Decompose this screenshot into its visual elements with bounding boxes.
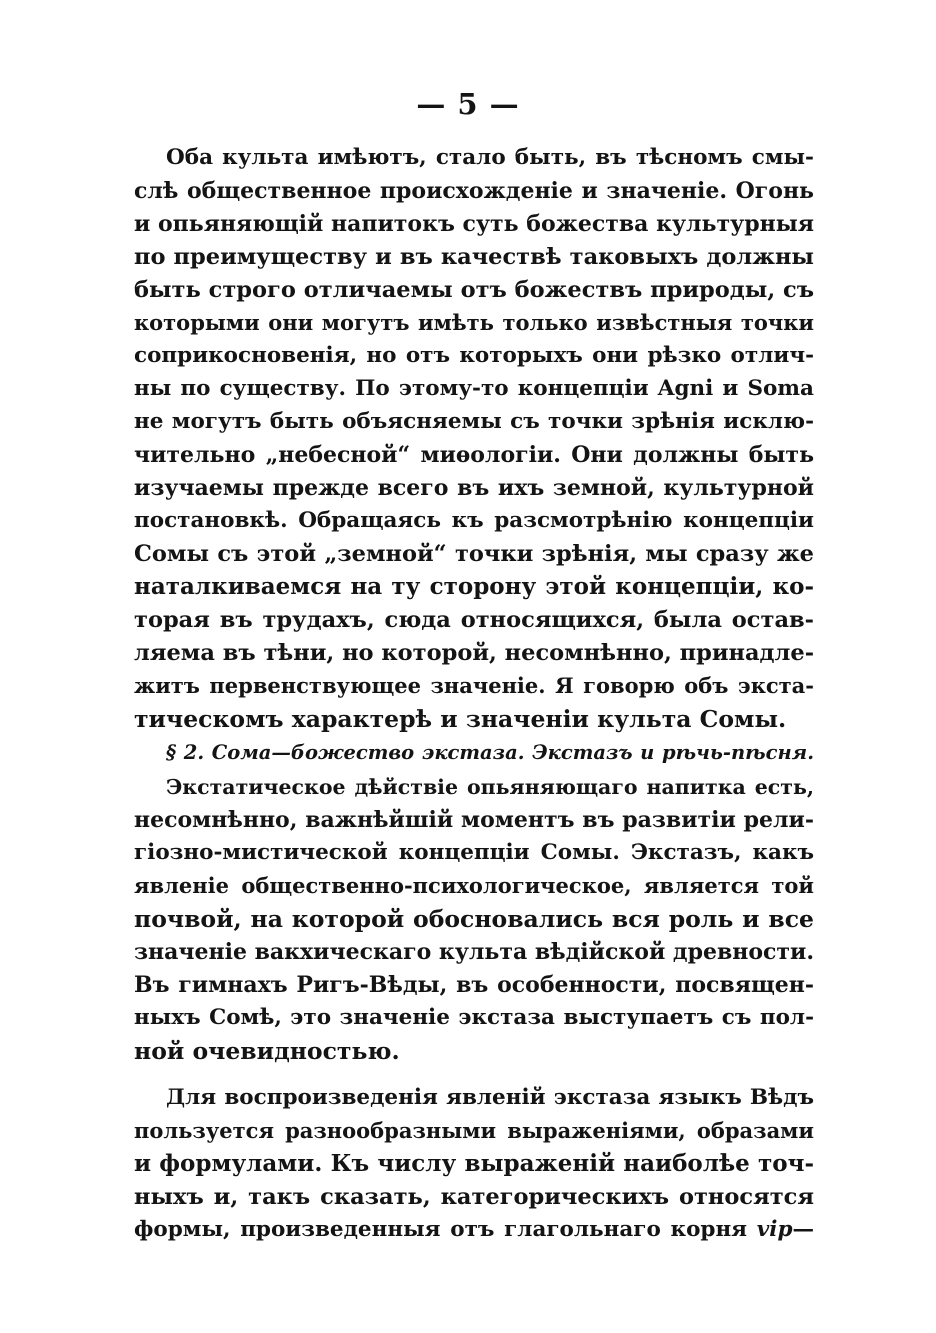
text-line: Экстатическое дѣйствіе опьяняющаго напитка есть, [166,775,814,799]
text-line: пользуется разнообразными выраженіями, образами [134,1118,814,1143]
final-line-dash: — [792,1217,814,1242]
text-line: житъ первенствующее значеніе. Я говорю объ экста- [134,673,814,698]
text-line: Сомы съ этой „земной“ точки зрѣнія, мы сразу же [134,541,814,567]
text-line: почвой, на которой обосновались вся роль и все [134,905,814,933]
text-line: несомнѣнно, важнѣйшій моментъ въ развитіи рели- [134,807,814,833]
text-line: по преимуществу и въ качествѣ таковыхъ должны [134,244,814,270]
text-line: чительно „небесной“ миѳологіи. Они должны быть [134,442,814,468]
text-line: ныхъ Сомѣ, это значеніе экстаза выступаетъ съ пол- [134,1005,814,1030]
text-line: соприкосновенія, но отъ которыхъ они рѣзко отлич- [134,343,814,368]
text-line: изучаемы прежде всего въ ихъ земной, культурной [134,475,814,501]
text-line: слѣ общественное происхожденіе и значеніе. Огонь [134,178,814,204]
text-line: и формулами. Къ числу выраженій наиболѣе точ- [134,1150,814,1177]
section-heading: § 2. Сома—божество экстаза. Экстазъ и рѣчь-пѣсня. [166,741,814,764]
text-line: торая въ трудахъ, сюда относящихся, была остав- [134,607,814,633]
text-line: и опьяняющій напитокъ суть божества культурныя [134,211,814,237]
text-line: Для воспроизведенія явленій экстаза языкъ Вѣдъ [166,1085,814,1110]
final-line-text: формы, произведенныя отъ глагольнаго корня [134,1217,757,1242]
text-line: Оба культа имѣютъ, стало быть, въ тѣсномъ смы- [166,145,814,170]
text-line: Въ гимнахъ Ригъ-Вѣды, въ особенности, посвящен- [134,972,814,998]
text-line: тическомъ характерѣ и значеніи культа Сомы. [134,705,787,733]
text-line-final [134,1214,814,1246]
text-line: быть строго отличаемы отъ божествъ природы, съ [134,277,814,303]
sanskrit-root: vip [756,1217,793,1242]
text-line: ныхъ и, такъ сказать, категорическихъ относятся [134,1184,814,1210]
text-line: гіозно-мистической концепціи Сомы. Экстазъ, какъ [134,840,814,865]
text-line: которыми они могутъ имѣть только извѣстныя точки [134,310,814,335]
text-line: явленіе общественно-психологическое, является той [134,873,814,898]
text-line: ляема въ тѣни, но которой, несомнѣнно, принадле- [134,640,815,666]
text-line: значеніе вакхическаго культа вѣдійской древности. [134,939,815,965]
text-line: наталкиваемся на ту сторону этой концепціи, ко- [134,573,814,600]
text-line: не могутъ быть объясняемы съ точки зрѣнія исклю- [134,409,814,434]
text-line: ной очевидностью. [134,1037,400,1065]
page-number: — 5 — [416,87,520,121]
text-line: ны по существу. По этому-то концепціи Agni и Soma [134,376,814,401]
text-line: постановкѣ. Обращаясь къ разсмотрѣнію концепціи [134,508,814,533]
